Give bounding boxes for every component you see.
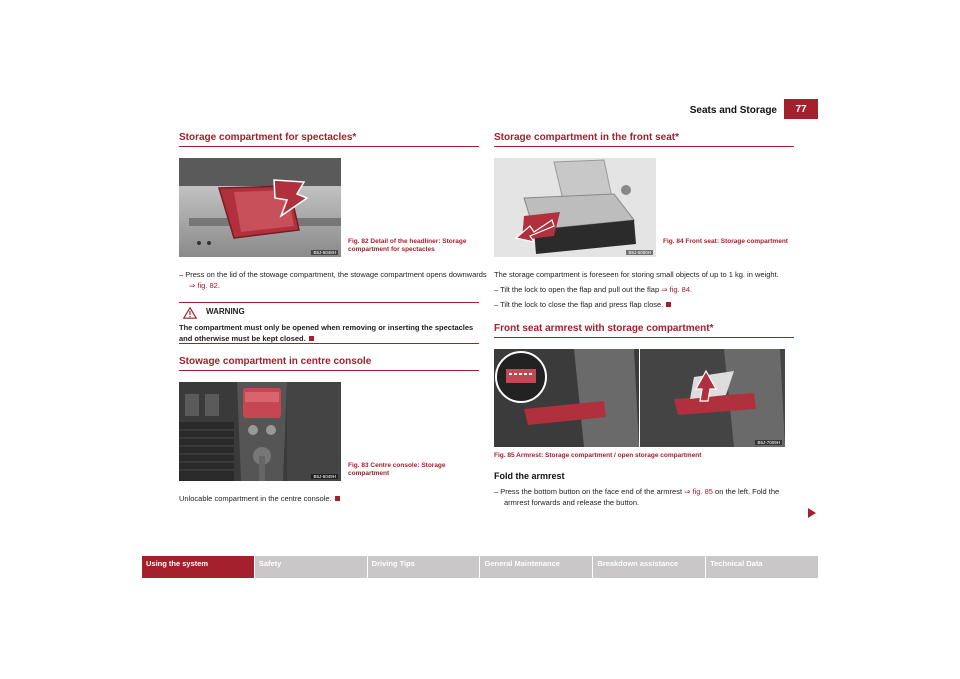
front-seat-text: The storage compartment is foreseen for storing small objects of up to 1 kg. in weight. (494, 270, 779, 279)
tab-driving-tips[interactable]: Driving Tips (368, 556, 481, 578)
figure-code: B5J-6048H (313, 250, 336, 255)
console-illustration (179, 382, 341, 481)
running-header-title: Seats and Storage (689, 105, 777, 116)
tab-using-the-system[interactable]: Using the system (142, 556, 255, 578)
link-fig-82[interactable]: ⇒ fig. 82 (189, 281, 218, 290)
tab-general-maintenance[interactable]: General Maintenance (480, 556, 593, 578)
heading-rule (494, 337, 794, 338)
figure-code: B5J-6049H (313, 474, 336, 479)
continue-arrow-icon[interactable] (808, 505, 816, 523)
caption-fig-85: Fig. 85 Armrest: Storage compartment / open storage compartment (494, 452, 702, 459)
warning-box (179, 302, 479, 344)
end-mark (335, 496, 340, 501)
heading-front-seat: Storage compartment in the front seat* (494, 132, 680, 143)
heading-centre-console: Stowage compartment in centre console (179, 356, 372, 367)
centre-console-text: Unlocable compartment in the centre console. (179, 493, 479, 504)
link-fig-84[interactable]: ⇒ fig. 84 (661, 285, 691, 294)
tab-breakdown-assistance[interactable]: Breakdown assistance (593, 556, 706, 578)
end-mark (666, 302, 671, 307)
figure-82-headliner (179, 158, 341, 257)
end-mark (309, 336, 314, 341)
link-fig-85[interactable]: ⇒ fig. 85 (684, 487, 713, 496)
caption-fig-82: Fig. 82 Detail of the headliner: Storage compartment for spectacles (348, 238, 467, 253)
instruction-close-flap: – Tilt the lock to close the flap and press flap close. (494, 299, 804, 310)
instruction-open-flap: – Tilt the lock to open the flap and pull out the flap ⇒ fig. 84. (494, 285, 693, 294)
figure-code: B5J-6050H (628, 250, 651, 255)
heading-rule (179, 146, 479, 147)
figure-85-armrest (494, 349, 785, 447)
tab-safety[interactable]: Safety (255, 556, 368, 578)
heading-armrest: Front seat armrest with storage compartment* (494, 323, 714, 334)
warning-text: The compartment must only be opened when removing or inserting the spectacles and otherwise must be kept closed. (179, 323, 474, 343)
tab-technical-data[interactable]: Technical Data (706, 556, 818, 578)
instruction-open-lid: – Press on the lid of the stowage compartment, the stowage compartment opens downwards ⇒ fig. 82. (179, 270, 487, 290)
chapter-tabs (142, 556, 818, 578)
figure-83-centre-console (179, 382, 341, 481)
armrest-illustration (494, 349, 785, 447)
subheading-fold-armrest: Fold the armrest (494, 471, 565, 481)
instruction-fold-armrest: – Press the bottom button on the face end of the armrest ⇒ fig. 85 on the left. Fold the armrest forwards and release the button. (494, 487, 780, 507)
warning-title: WARNING (206, 307, 245, 316)
caption-fig-83: Fig. 83 Centre console: Storage compartment (348, 462, 446, 477)
caption-fig-84: Fig. 84 Front seat: Storage compartment (663, 238, 788, 245)
headliner-illustration (179, 158, 341, 257)
figure-84-front-seat (494, 158, 656, 257)
figure-code: B5J-7009H (757, 440, 780, 445)
page-number: 77 (784, 99, 818, 119)
seat-illustration (494, 158, 656, 257)
heading-spectacles: Storage compartment for spectacles* (179, 132, 357, 143)
heading-rule (179, 370, 479, 371)
heading-rule (494, 146, 794, 147)
